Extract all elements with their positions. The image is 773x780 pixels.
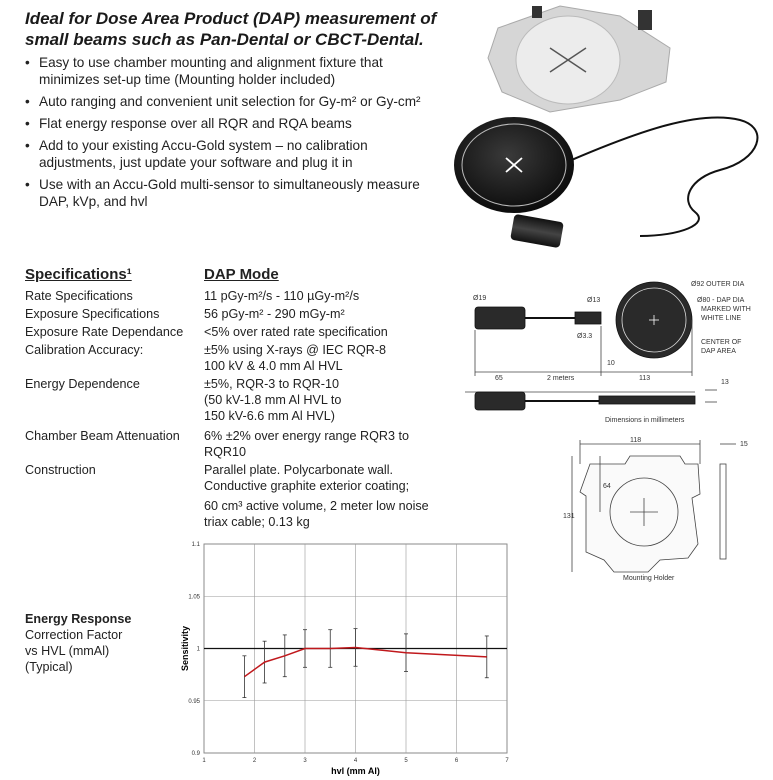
chart-ticks <box>188 542 509 764</box>
energy-response-line: Correction Factor <box>25 628 123 642</box>
x-tick-label: 7 <box>505 758 509 764</box>
x-axis-label: hvl (mm Al) <box>331 766 380 776</box>
y-axis-label: Sensitivity <box>180 625 190 672</box>
x-tick-label: 2 <box>252 758 257 764</box>
holder-outline <box>580 456 700 572</box>
dim-sixtyfive: 65 <box>495 375 503 382</box>
connector-side-view-2 <box>475 392 525 410</box>
product-photo <box>440 0 773 262</box>
spec-key: Rate Specifications <box>25 289 133 303</box>
spec-value <box>204 376 454 424</box>
x-tick-label: 4 <box>353 758 358 764</box>
y-tick-label: 1 <box>196 646 200 653</box>
x-tick-label: 3 <box>303 758 307 764</box>
dim-thirteen: 13 <box>721 379 729 386</box>
chamber-side-view <box>599 396 695 404</box>
spec-value-line: ±5% using X-rays @ IEC RQR-8 <box>204 343 387 357</box>
dap-mode-heading: DAP Mode <box>204 266 279 283</box>
spec-value <box>204 498 454 530</box>
feature-line: • Flat energy response over all RQR and RQA beams <box>39 116 352 131</box>
spec-value-line: (50 kV-1.8 mm Al HVL to <box>204 393 342 407</box>
energy-response-line: (Typical) <box>25 660 73 674</box>
headline-line-2: small beams such as Pan-Dental or CBCT-Dental. <box>25 30 424 49</box>
energy-response-caption <box>25 611 131 675</box>
error-bars <box>242 629 488 698</box>
y-tick-label: 1.05 <box>188 594 200 601</box>
feature-line: DAP, kVp, and hvl <box>39 194 148 209</box>
spec-value <box>204 428 454 460</box>
spec-value-line: 6% ±2% over energy range RQR3 to <box>204 429 410 443</box>
holder-thickness: 15 <box>740 441 748 448</box>
spec-key: Exposure Rate Dependance <box>25 325 184 339</box>
spec-key: Exposure Specifications <box>25 307 160 321</box>
spec-value-line: <5% over rated rate specification <box>204 325 388 339</box>
specifications-heading: Specifications¹ <box>25 266 132 283</box>
dim-two-meters: 2 meters <box>547 375 575 382</box>
headline <box>25 8 465 50</box>
feature-line: • Add to your existing Accu-Gold system – no calibration <box>39 138 368 153</box>
spec-value-line: 60 cm³ active volume, 2 meter low noise <box>204 499 429 513</box>
strain-relief <box>575 312 601 324</box>
dim-center-line1: CENTER OF <box>701 339 742 346</box>
dim-d80-line1: Ø80 - DAP DIA <box>697 297 745 304</box>
dimension-drawing <box>455 272 765 432</box>
spec-value-line: Parallel plate. Polycarbonate wall. <box>204 463 394 477</box>
spec-value-line: triax cable; 0.13 kg <box>204 515 310 529</box>
dim-d80-line2: MARKED WITH <box>701 306 751 313</box>
y-tick-label: 1.1 <box>191 542 200 548</box>
spec-value-line: ±5%, RQR-3 to RQR-10 <box>204 377 339 391</box>
connector-side-view <box>475 307 525 329</box>
holder-caption: Mounting Holder <box>623 575 675 582</box>
y-tick-label: 0.9 <box>191 751 200 757</box>
mounting-holder-photo <box>488 6 670 112</box>
sensitivity-series-line <box>244 648 486 677</box>
feature-line: minimizes set-up time (Mounting holder included) <box>39 72 336 87</box>
dap-chamber-photo <box>454 117 574 213</box>
spec-value-line: 100 kV & 4.0 mm Al HVL <box>204 359 343 373</box>
holder-width: 118 <box>630 437 642 444</box>
spec-value-line: 150 kV-6.6 mm Al HVL) <box>204 409 335 423</box>
mounting-holder-drawing <box>560 434 765 584</box>
dim-d92: Ø92 OUTER DIA <box>691 281 745 288</box>
feature-item <box>25 137 465 171</box>
spec-value <box>204 462 454 494</box>
spec-value-line: Conductive graphite exterior coating; <box>204 479 410 493</box>
energy-response-title: Energy Response <box>25 612 132 626</box>
dim-d13: Ø13 <box>587 297 601 304</box>
x-tick-label: 1 <box>202 758 206 764</box>
dim-d80-line3: WHITE LINE <box>701 315 742 322</box>
feature-item <box>25 115 465 132</box>
spec-value <box>204 288 454 304</box>
feature-item <box>25 54 465 88</box>
feature-item <box>25 93 465 110</box>
headline-line-1: Ideal for Dose Area Product (DAP) measurement of <box>25 9 437 28</box>
dim-one-thirteen: 113 <box>639 375 651 382</box>
spec-key: Construction <box>25 463 96 477</box>
spec-value <box>204 342 454 374</box>
feature-line: • Easy to use chamber mounting and alignment fixture that <box>39 55 383 70</box>
feature-item <box>25 176 465 210</box>
dim-caption: Dimensions in millimeters <box>605 417 685 424</box>
holder-inner: 64 <box>603 483 611 490</box>
spec-value <box>204 324 454 340</box>
dim-d33: Ø3.3 <box>577 333 593 340</box>
dim-ten: 10 <box>607 360 615 367</box>
y-tick-label: 0.95 <box>188 698 200 705</box>
dim-center-line2: DAP AREA <box>701 348 736 355</box>
x-tick-label: 6 <box>454 758 459 764</box>
spec-value-line: RQR10 <box>204 445 246 459</box>
holder-height: 131 <box>563 513 575 520</box>
spec-key: Energy Dependence <box>25 377 140 391</box>
spec-key: Calibration Accuracy: <box>25 343 144 357</box>
feature-line: adjustments, just update your software and plug it in <box>39 155 353 170</box>
energy-response-line: vs HVL (mmAl) <box>25 644 110 658</box>
spec-value-line: 56 pGy-m² - 290 mGy-m² <box>204 307 345 321</box>
spec-value <box>204 306 454 322</box>
feature-line: • Auto ranging and convenient unit selection for Gy-m² or Gy-cm² <box>39 94 421 109</box>
x-tick-label: 5 <box>404 758 408 764</box>
spec-key: Chamber Beam Attenuation <box>25 429 180 443</box>
dim-d19: Ø19 <box>473 295 487 302</box>
holder-side-view <box>720 464 726 559</box>
feature-line: • Use with an Accu-Gold multi-sensor to simultaneously measure <box>39 177 420 192</box>
feature-list <box>25 54 465 215</box>
energy-response-chart <box>180 538 525 778</box>
connector-photo <box>510 214 564 248</box>
spec-value-line: 11 pGy-m²/s - 110 µGy-m²/s <box>204 289 360 303</box>
specifications-table <box>25 288 455 528</box>
